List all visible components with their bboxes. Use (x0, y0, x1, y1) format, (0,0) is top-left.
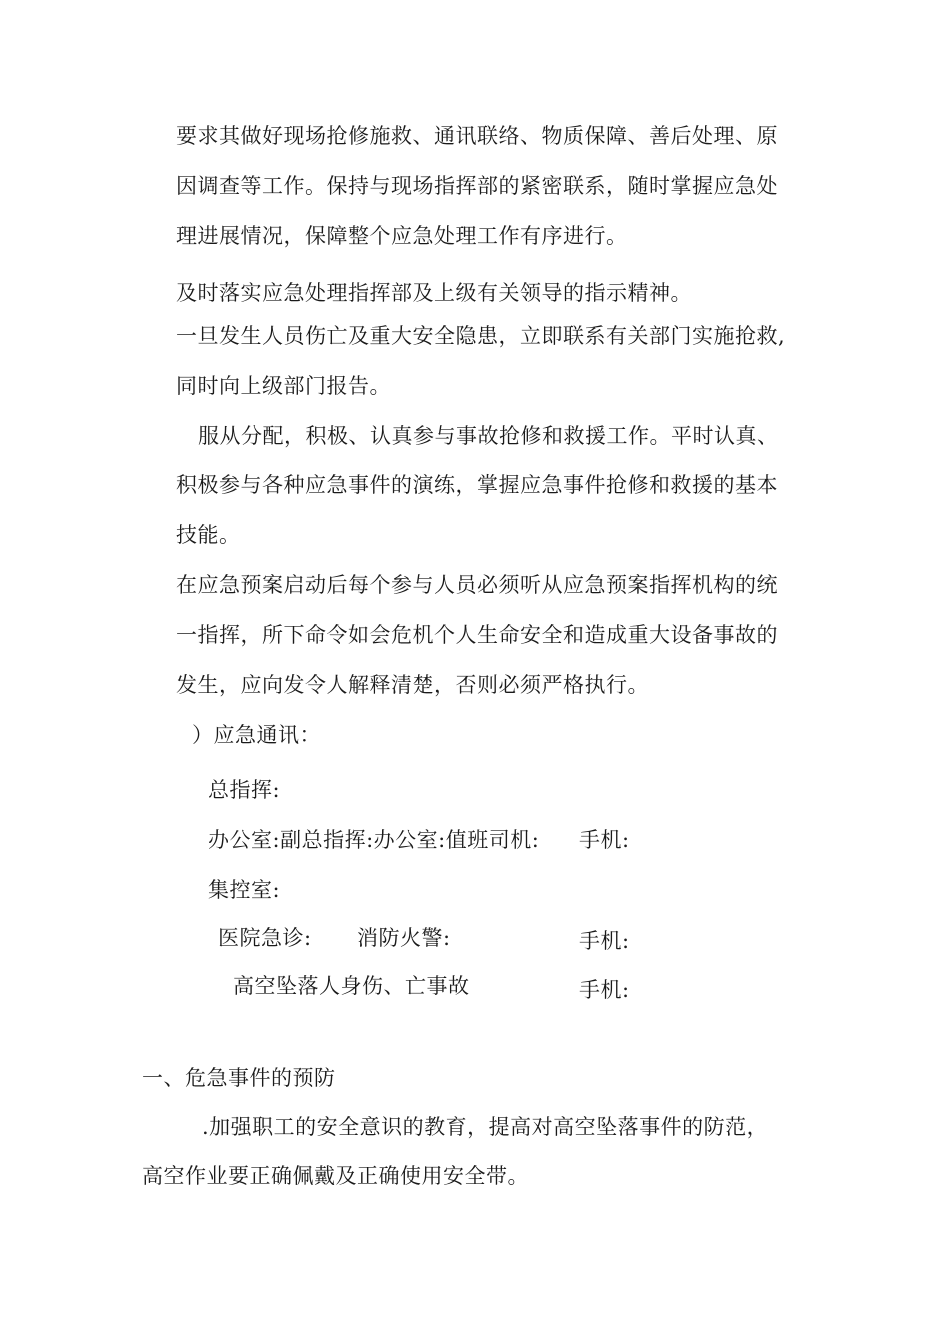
paragraph-line: 理进展情况，保障整个应急处理工作有序进行。 (176, 224, 628, 248)
paragraph-line: 要求其做好现场抢修施救、通讯联络、物质保障、善后处理、原 (176, 124, 778, 148)
paragraph-line: 一指挥，所下命令如会危机个人生命安全和造成重大设备事故的 (176, 623, 778, 647)
section-item-line: 高空作业要正确佩戴及正确使用安全带。 (142, 1164, 529, 1188)
paragraph-line: 一旦发生人员伤亡及重大安全隐患，立即联系有关部门实施抢救, (176, 324, 786, 348)
mobile-label: 手机: (579, 978, 630, 1002)
control-room-label: 集控室: (208, 878, 281, 902)
paragraph-line: 在应急预案启动后每个参与人员必须听从应急预案指挥机构的统 (176, 573, 778, 597)
section-title: 一、危急事件的预防 (142, 1066, 336, 1090)
paragraph-line: 发生，应向发令人解释清楚，否则必须严格执行。 (176, 673, 649, 697)
paragraph-line: 技能。 (176, 523, 241, 547)
paragraph-line: 积极参与各种应急事件的演练，掌握应急事件抢修和救援的基本 (176, 473, 778, 497)
section-item-line: .加强职工的安全意识的教育，提高对高空坠落事件的防范， (202, 1115, 769, 1139)
paragraph-line: 及时落实应急处理指挥部及上级有关领导的指示精神。 (176, 281, 692, 305)
hospital-label: 医院急诊: (218, 926, 312, 950)
paragraph-line: 服从分配，积极、认真参与事故抢修和救援工作。平时认真、 (198, 424, 779, 448)
mobile-label: 手机: (579, 929, 630, 953)
commander-label: 总指挥: (208, 778, 281, 802)
office-contact-line: 办公室:副总指挥:办公室:值班司机: (208, 828, 540, 852)
contacts-heading: ）应急通讯： (192, 723, 321, 747)
mobile-label: 手机: (579, 828, 630, 852)
paragraph-line: 因调查等工作。保持与现场指挥部的紧密联系，随时掌握应急处 (176, 174, 778, 198)
fire-label: 消防火警: (357, 926, 451, 950)
fall-accident-label: 高空坠落人身伤、亡事故 (233, 974, 470, 998)
paragraph-line: 同时向上级部门报告。 (176, 374, 391, 398)
